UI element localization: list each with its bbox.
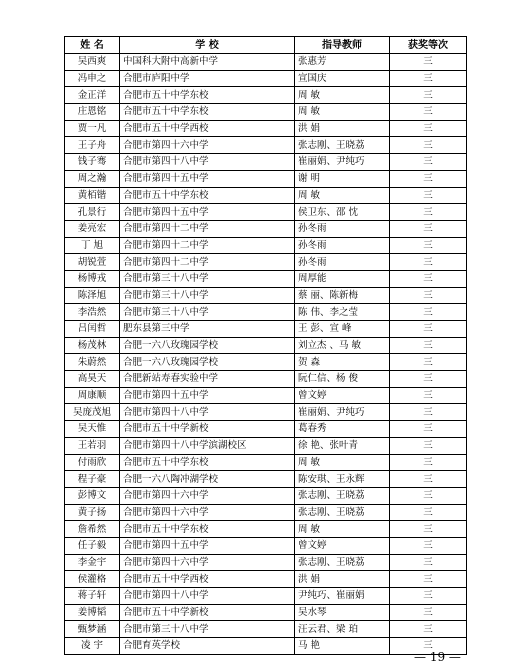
- table-row: [65, 120, 467, 137]
- cell-teacher: 宣国庆: [295, 70, 390, 87]
- table-row: [65, 187, 467, 204]
- cell-school: 合肥市第四十六中学: [120, 137, 295, 154]
- cell-teacher: 阮仁信、杨 俊: [295, 371, 390, 388]
- awards-table: [64, 36, 467, 655]
- cell-award-level: 三: [390, 638, 467, 655]
- table-body: [65, 54, 467, 655]
- table-row: [65, 304, 467, 321]
- cell-school: 合肥一六八玫瑰园学校: [120, 354, 295, 371]
- cell-student-name: 周之瀚: [65, 170, 120, 187]
- table-row: [65, 588, 467, 605]
- cell-teacher: 张惠芳: [295, 54, 390, 71]
- cell-school: 合肥市五十中学新校: [120, 421, 295, 438]
- cell-award-level: 三: [390, 321, 467, 338]
- table-row: [65, 638, 467, 655]
- cell-teacher: 周厚能: [295, 270, 390, 287]
- cell-teacher: 尹纯巧、崔丽娟: [295, 588, 390, 605]
- table-row: [65, 237, 467, 254]
- cell-award-level: 三: [390, 504, 467, 521]
- cell-teacher: 张志刚、王晓荔: [295, 137, 390, 154]
- header-award: 获奖等次: [390, 37, 467, 54]
- cell-student-name: 彭博文: [65, 487, 120, 504]
- cell-award-level: 三: [390, 170, 467, 187]
- cell-award-level: 三: [390, 254, 467, 271]
- cell-teacher: 马 艳: [295, 638, 390, 655]
- cell-student-name: 金正洋: [65, 87, 120, 104]
- cell-award-level: 三: [390, 571, 467, 588]
- cell-teacher: 崔丽娟、尹纯巧: [295, 154, 390, 171]
- table-row: [65, 137, 467, 154]
- cell-award-level: 三: [390, 137, 467, 154]
- cell-school: 合肥市庐阳中学: [120, 70, 295, 87]
- cell-student-name: 陈泽旭: [65, 287, 120, 304]
- cell-teacher: 洪 娟: [295, 571, 390, 588]
- table-row: [65, 321, 467, 338]
- cell-award-level: 三: [390, 354, 467, 371]
- cell-student-name: 周康顺: [65, 387, 120, 404]
- cell-school: 合肥市第四十八中学: [120, 588, 295, 605]
- cell-school: 合肥市第三十八中学: [120, 304, 295, 321]
- cell-student-name: 王子舟: [65, 137, 120, 154]
- table-row: [65, 287, 467, 304]
- cell-school: 合肥市五十中学东校: [120, 521, 295, 538]
- cell-award-level: 三: [390, 220, 467, 237]
- cell-teacher: 周 敏: [295, 454, 390, 471]
- cell-student-name: 丁 旭: [65, 237, 120, 254]
- table-row: [65, 537, 467, 554]
- cell-school: 合肥新站寿春实验中学: [120, 371, 295, 388]
- cell-student-name: 庄恩铭: [65, 104, 120, 121]
- cell-teacher: 周 敏: [295, 104, 390, 121]
- cell-student-name: 姜亮宏: [65, 220, 120, 237]
- header-name: 姓 名: [65, 37, 120, 54]
- table-row: [65, 554, 467, 571]
- cell-school: 合肥育英学校: [120, 638, 295, 655]
- cell-student-name: 吴天惟: [65, 421, 120, 438]
- cell-teacher: 曾文婷: [295, 387, 390, 404]
- table-row: [65, 254, 467, 271]
- page-number: — 19 —: [414, 650, 461, 664]
- table-row: [65, 421, 467, 438]
- header-row: [65, 37, 467, 54]
- table-row: [65, 104, 467, 121]
- awards-table-container: [64, 36, 466, 655]
- cell-school: 合肥市五十中学东校: [120, 187, 295, 204]
- cell-student-name: 吴庞茂旭: [65, 404, 120, 421]
- cell-teacher: 崔丽娟、尹纯巧: [295, 404, 390, 421]
- cell-school: 合肥市第四十八中学: [120, 154, 295, 171]
- cell-student-name: 冯申之: [65, 70, 120, 87]
- cell-teacher: 陈安琪、王永辉: [295, 471, 390, 488]
- cell-student-name: 凌 宇: [65, 638, 120, 655]
- cell-teacher: 贺 森: [295, 354, 390, 371]
- cell-school: 合肥市第四十五中学: [120, 387, 295, 404]
- cell-student-name: 詹希然: [65, 521, 120, 538]
- cell-award-level: 三: [390, 304, 467, 321]
- cell-award-level: 三: [390, 54, 467, 71]
- cell-student-name: 吕闰哲: [65, 321, 120, 338]
- cell-school: 合肥市第三十八中学: [120, 621, 295, 638]
- cell-award-level: 三: [390, 604, 467, 621]
- table-row: [65, 87, 467, 104]
- table-header: [65, 37, 467, 54]
- cell-school: 合肥市五十中学新校: [120, 604, 295, 621]
- cell-school: 合肥市五十中学东校: [120, 454, 295, 471]
- cell-teacher: 张志刚、王晓荔: [295, 554, 390, 571]
- cell-award-level: 三: [390, 204, 467, 221]
- cell-student-name: 付雨欣: [65, 454, 120, 471]
- table-row: [65, 54, 467, 71]
- cell-school: 合肥市第四十六中学: [120, 554, 295, 571]
- cell-award-level: 三: [390, 454, 467, 471]
- table-row: [65, 204, 467, 221]
- cell-school: 合肥市五十中学西校: [120, 120, 295, 137]
- cell-award-level: 三: [390, 588, 467, 605]
- cell-school: 合肥市五十中学东校: [120, 104, 295, 121]
- table-row: [65, 504, 467, 521]
- cell-teacher: 汪云君、梁 珀: [295, 621, 390, 638]
- cell-teacher: 洪 娟: [295, 120, 390, 137]
- cell-student-name: 吴西爽: [65, 54, 120, 71]
- table-row: [65, 170, 467, 187]
- cell-award-level: 三: [390, 387, 467, 404]
- cell-teacher: 刘立杰 、马 敏: [295, 337, 390, 354]
- cell-award-level: 三: [390, 237, 467, 254]
- cell-teacher: 周 敏: [295, 87, 390, 104]
- cell-award-level: 三: [390, 270, 467, 287]
- cell-teacher: 徐 艳、张叶青: [295, 437, 390, 454]
- table-row: [65, 354, 467, 371]
- cell-school: 合肥一六八玫瑰园学校: [120, 337, 295, 354]
- table-row: [65, 604, 467, 621]
- cell-award-level: 三: [390, 471, 467, 488]
- table-row: [65, 454, 467, 471]
- cell-student-name: 黄栢锴: [65, 187, 120, 204]
- table-row: [65, 387, 467, 404]
- table-row: [65, 371, 467, 388]
- cell-student-name: 贾一凡: [65, 120, 120, 137]
- cell-school: 合肥一六八陶冲湖学校: [120, 471, 295, 488]
- cell-teacher: 周 敏: [295, 521, 390, 538]
- header-teacher: 指导教师: [295, 37, 390, 54]
- cell-student-name: 程子豪: [65, 471, 120, 488]
- cell-award-level: 三: [390, 521, 467, 538]
- table-row: [65, 337, 467, 354]
- cell-student-name: 侯灌格: [65, 571, 120, 588]
- cell-school: 合肥市第三十八中学: [120, 270, 295, 287]
- cell-student-name: 王若羽: [65, 437, 120, 454]
- cell-award-level: 三: [390, 371, 467, 388]
- cell-award-level: 三: [390, 87, 467, 104]
- table-row: [65, 571, 467, 588]
- cell-teacher: 谢 明: [295, 170, 390, 187]
- cell-student-name: 任子毅: [65, 537, 120, 554]
- cell-school: 合肥市第四十六中学: [120, 504, 295, 521]
- cell-school: 合肥市五十中学东校: [120, 87, 295, 104]
- cell-student-name: 朱蔚然: [65, 354, 120, 371]
- cell-school: 合肥市第四十五中学: [120, 204, 295, 221]
- cell-school: 合肥市第四十五中学: [120, 170, 295, 187]
- cell-school: 合肥市第四十二中学: [120, 237, 295, 254]
- cell-student-name: 钱子骞: [65, 154, 120, 171]
- cell-teacher: 张志刚、王晓荔: [295, 504, 390, 521]
- table-row: [65, 621, 467, 638]
- cell-teacher: 陈 伟、李之莹: [295, 304, 390, 321]
- cell-teacher: 曾文婷: [295, 537, 390, 554]
- table-row: [65, 70, 467, 87]
- cell-teacher: 侯卫东、邵 忱: [295, 204, 390, 221]
- cell-school: 合肥市第四十八中学滨湖校区: [120, 437, 295, 454]
- table-row: [65, 404, 467, 421]
- table-row: [65, 437, 467, 454]
- header-school: 学 校: [120, 37, 295, 54]
- cell-teacher: 张志刚、王晓荔: [295, 487, 390, 504]
- cell-teacher: 周 敏: [295, 187, 390, 204]
- cell-student-name: 李金宇: [65, 554, 120, 571]
- cell-award-level: 三: [390, 554, 467, 571]
- cell-award-level: 三: [390, 421, 467, 438]
- cell-award-level: 三: [390, 487, 467, 504]
- cell-school: 合肥市第四十五中学: [120, 537, 295, 554]
- cell-student-name: 蒋子轩: [65, 588, 120, 605]
- cell-award-level: 三: [390, 404, 467, 421]
- table-row: [65, 521, 467, 538]
- cell-school: 合肥市第四十二中学: [120, 254, 295, 271]
- cell-school: 合肥市第四十六中学: [120, 487, 295, 504]
- cell-student-name: 胡锐萱: [65, 254, 120, 271]
- cell-school: 合肥市第四十二中学: [120, 220, 295, 237]
- cell-student-name: 姜博韬: [65, 604, 120, 621]
- cell-school: 肥东县第三中学: [120, 321, 295, 338]
- table-row: [65, 270, 467, 287]
- cell-student-name: 李浩然: [65, 304, 120, 321]
- cell-student-name: 杨茂林: [65, 337, 120, 354]
- cell-award-level: 三: [390, 287, 467, 304]
- cell-student-name: 高昊天: [65, 371, 120, 388]
- cell-teacher: 王 彭、宣 峰: [295, 321, 390, 338]
- cell-teacher: 孙冬雨: [295, 254, 390, 271]
- table-row: [65, 154, 467, 171]
- cell-teacher: 吴水琴: [295, 604, 390, 621]
- cell-student-name: 孔景行: [65, 204, 120, 221]
- cell-school: 合肥市第三十八中学: [120, 287, 295, 304]
- table-row: [65, 487, 467, 504]
- cell-student-name: 杨博戎: [65, 270, 120, 287]
- cell-award-level: 三: [390, 437, 467, 454]
- table-row: [65, 220, 467, 237]
- cell-award-level: 三: [390, 621, 467, 638]
- cell-school: 合肥市五十中学西校: [120, 571, 295, 588]
- cell-student-name: 黄子扬: [65, 504, 120, 521]
- cell-award-level: 三: [390, 104, 467, 121]
- cell-teacher: 葛春秀: [295, 421, 390, 438]
- cell-award-level: 三: [390, 120, 467, 137]
- cell-award-level: 三: [390, 187, 467, 204]
- cell-award-level: 三: [390, 154, 467, 171]
- cell-school: 中国科大附中高新中学: [120, 54, 295, 71]
- cell-teacher: 孙冬雨: [295, 237, 390, 254]
- cell-award-level: 三: [390, 337, 467, 354]
- cell-student-name: 甄梦涵: [65, 621, 120, 638]
- cell-award-level: 三: [390, 537, 467, 554]
- cell-school: 合肥市第四十八中学: [120, 404, 295, 421]
- table-row: [65, 471, 467, 488]
- cell-teacher: 蔡 丽、陈新梅: [295, 287, 390, 304]
- cell-award-level: 三: [390, 70, 467, 87]
- cell-teacher: 孙冬雨: [295, 220, 390, 237]
